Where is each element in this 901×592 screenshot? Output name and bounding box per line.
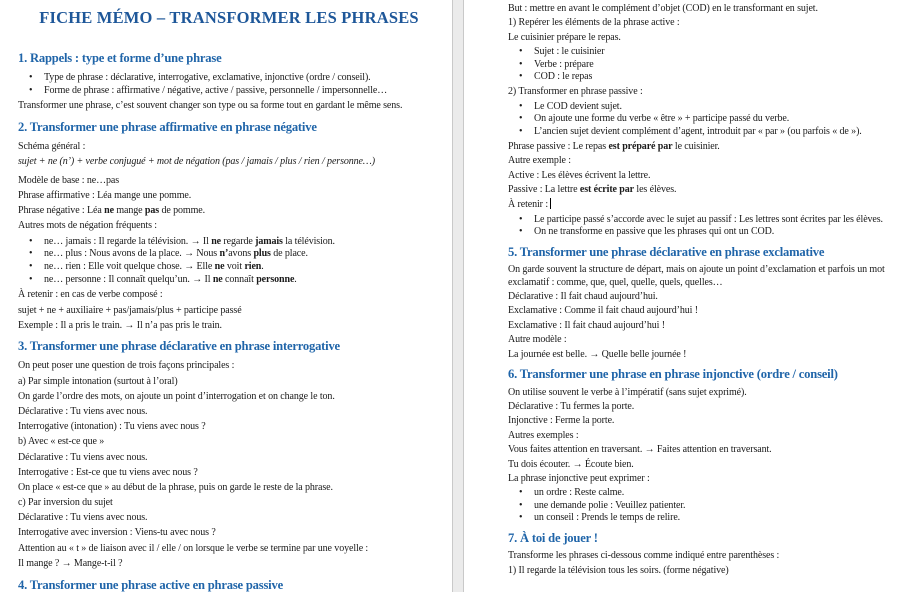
page-gap bbox=[452, 0, 464, 592]
bullet-item: • Type de phrase : déclarative, interrogative, exclamative, injonctive (ordre / conseil). bbox=[18, 72, 440, 85]
paragraph: sujet + ne + auxiliaire + pas/jamais/plus + participe passé bbox=[18, 304, 242, 316]
paragraph: On utilise souvent le verbe à l’impératif (sans sujet exprimé). bbox=[508, 386, 747, 398]
section-heading: 6. Transformer une phrase en phrase injonctive (ordre / conseil) bbox=[508, 366, 838, 381]
bullet-list bbox=[18, 236, 440, 287]
bullet-list bbox=[508, 487, 887, 524]
bullet-item: • ne… rien : Elle voit quelque chose. → Elle ne voit rien. bbox=[18, 261, 440, 274]
bullet-item: • Verbe : prépare bbox=[508, 59, 887, 71]
paragraph: Interrogative avec inversion : Viens-tu avec nous ? bbox=[18, 527, 216, 539]
bullet-item: • un ordre : Reste calme. bbox=[508, 487, 887, 499]
bullet-item: • L’ancien sujet devient complément d’agent, introduit par « par » (ou parfois « de »). bbox=[508, 126, 887, 138]
paragraph: 2) Transformer en phrase passive : bbox=[508, 86, 643, 98]
paragraph: b) Avec « est-ce que » bbox=[18, 436, 105, 448]
paragraph: c) Par inversion du sujet bbox=[18, 497, 113, 509]
bullet-item: • On ne transforme en passive que les phrases qui ont un COD. bbox=[508, 226, 887, 238]
bullet-item: • ne… personne : Il connaît quelqu’un. → Il ne connaît personne. bbox=[18, 274, 440, 287]
right-column bbox=[464, 0, 901, 577]
paragraph: Passive : La lettre est écrite par les élèves. bbox=[508, 184, 677, 196]
paragraph: But : mettre en avant le complément d’objet (COD) en le transformant en sujet. bbox=[508, 3, 818, 14]
paragraph: Interrogative : Est-ce que tu viens avec nous ? bbox=[18, 466, 198, 478]
section-heading: 1. Rappels : type et forme d’une phrase bbox=[18, 50, 222, 65]
bullet-list bbox=[508, 101, 887, 138]
paragraph: Injonctive : Ferme la porte. bbox=[508, 415, 615, 427]
paragraph: Déclarative : Il fait chaud aujourd’hui. bbox=[508, 291, 658, 303]
page-right bbox=[464, 0, 901, 592]
paragraph: Interrogative (intonation) : Tu viens avec nous ? bbox=[18, 421, 206, 433]
bullet-item: • ne… plus : Nous avons de la place. → Nous n’avons plus de place. bbox=[18, 248, 440, 261]
bullet-item: • Le participe passé s’accorde avec le sujet au passif : Les lettres sont écrites par les élèves. bbox=[508, 214, 887, 226]
paragraph: On garde souvent la structure de départ, mais on ajoute un point d’exclamation et parfois un mot exclamatif : comme, que, quel, quelle, quels, quelles… bbox=[508, 264, 885, 288]
bullet-item: • Forme de phrase : affirmative / négative, active / passive, personnelle / impersonnelle… bbox=[18, 85, 440, 98]
section-heading: 3. Transformer une phrase déclarative en phrase interrogative bbox=[18, 339, 340, 354]
paragraph: La journée est belle. → Quelle belle journée ! bbox=[508, 348, 687, 360]
section-heading: 4. Transformer une phrase active en phrase passive bbox=[18, 577, 283, 592]
paragraph: Déclarative : Tu viens avec nous. bbox=[18, 451, 148, 463]
paragraph: Exclamative : Il fait chaud aujourd’hui ! bbox=[508, 319, 665, 331]
paragraph: Phrase passive : Le repas est préparé par le cuisinier. bbox=[508, 140, 720, 152]
paragraph: 1) Repérer les éléments de la phrase active : bbox=[508, 17, 680, 29]
paragraph: Transforme les phrases ci-dessous comme indiqué entre parenthèses : bbox=[508, 550, 780, 562]
bullet-item: • Sujet : le cuisinier bbox=[508, 46, 887, 58]
schema-line: sujet + ne (n’) + verbe conjugué + mot de négation (pas / jamais / plus / rien / personne…) bbox=[18, 156, 375, 168]
paragraph: Il mange ? → Mange-t-il ? bbox=[18, 557, 123, 569]
bullet-list bbox=[508, 46, 887, 83]
paragraph: Transformer une phrase, c’est souvent changer son type ou sa forme tout en gardant le même sens. bbox=[18, 100, 403, 112]
paragraph: Modèle de base : ne…pas bbox=[18, 174, 120, 186]
paragraph: Schéma général : bbox=[18, 140, 86, 152]
paragraph: Vous faites attention en traversant. → Faites attention en traversant. bbox=[508, 444, 772, 456]
section-heading: 7. À toi de jouer ! bbox=[508, 530, 598, 545]
paragraph: Exclamative : Comme il fait chaud aujourd’hui ! bbox=[508, 305, 698, 317]
paragraph: Active : Les élèves écrivent la lettre. bbox=[508, 169, 651, 181]
paragraph: Autre modèle : bbox=[508, 334, 567, 346]
paragraph: On place « est-ce que » au début de la phrase, puis on garde le reste de la phrase. bbox=[18, 481, 333, 493]
paragraph: À retenir : en cas de verbe composé : bbox=[18, 289, 163, 301]
paragraph: 1) Il regarde la télévision tous les soirs. (forme négative) bbox=[508, 564, 729, 576]
doc-title: FICHE MÉMO – TRANSFORMER LES PHRASES bbox=[39, 8, 419, 27]
paragraph: Exemple : Il a pris le train. → Il n’a pas pris le train. bbox=[18, 319, 222, 331]
paragraph: Déclarative : Tu fermes la porte. bbox=[508, 400, 635, 412]
paragraph: Autre exemple : bbox=[508, 155, 571, 167]
paragraph: Déclarative : Tu viens avec nous. bbox=[18, 405, 148, 417]
paragraph: Autres mots de négation fréquents : bbox=[18, 220, 157, 232]
paragraph: a) Par simple intonation (surtout à l’oral) bbox=[18, 375, 178, 387]
paragraph: On garde l’ordre des mots, on ajoute un point d’interrogation et on change le ton. bbox=[18, 390, 335, 402]
bullet-item: • une demande polie : Veuillez patienter. bbox=[508, 500, 887, 512]
paragraph: Déclarative : Tu viens avec nous. bbox=[18, 512, 148, 524]
bullet-item: • ne… jamais : Il regarde la télévision. → Il ne regarde jamais la télévision. bbox=[18, 236, 440, 249]
paragraph: À retenir : bbox=[508, 198, 887, 211]
bullet-item: • On ajoute une forme du verbe « être » + participe passé du verbe. bbox=[508, 113, 887, 125]
paragraph: Attention au « t » de liaison avec il / elle / on lorsque le verbe se termine par une voyelle : bbox=[18, 542, 369, 554]
bullet-list bbox=[18, 72, 440, 97]
paragraph: On peut poser une question de trois façons principales : bbox=[18, 360, 235, 372]
bullet-item: • un conseil : Prends le temps de relire. bbox=[508, 512, 887, 524]
paragraph: Autres exemples : bbox=[508, 429, 579, 441]
paragraph: Phrase négative : Léa ne mange pas de pomme. bbox=[18, 205, 205, 217]
bullet-item: • COD : le repas bbox=[508, 71, 887, 83]
section-heading: 2. Transformer une phrase affirmative en phrase négative bbox=[18, 120, 317, 134]
paragraph: Phrase affirmative : Léa mange une pomme. bbox=[18, 190, 192, 202]
bullet-list bbox=[508, 214, 887, 239]
paragraph: Le cuisinier prépare le repas. bbox=[508, 31, 621, 43]
text-cursor bbox=[550, 198, 551, 209]
paragraph: Tu dois écouter. → Écoute bien. bbox=[508, 458, 634, 470]
paragraph: La phrase injonctive peut exprimer : bbox=[508, 472, 650, 484]
section-heading: 5. Transformer une phrase déclarative en phrase exclamative bbox=[508, 244, 825, 259]
bullet-item: • Le COD devient sujet. bbox=[508, 101, 887, 113]
